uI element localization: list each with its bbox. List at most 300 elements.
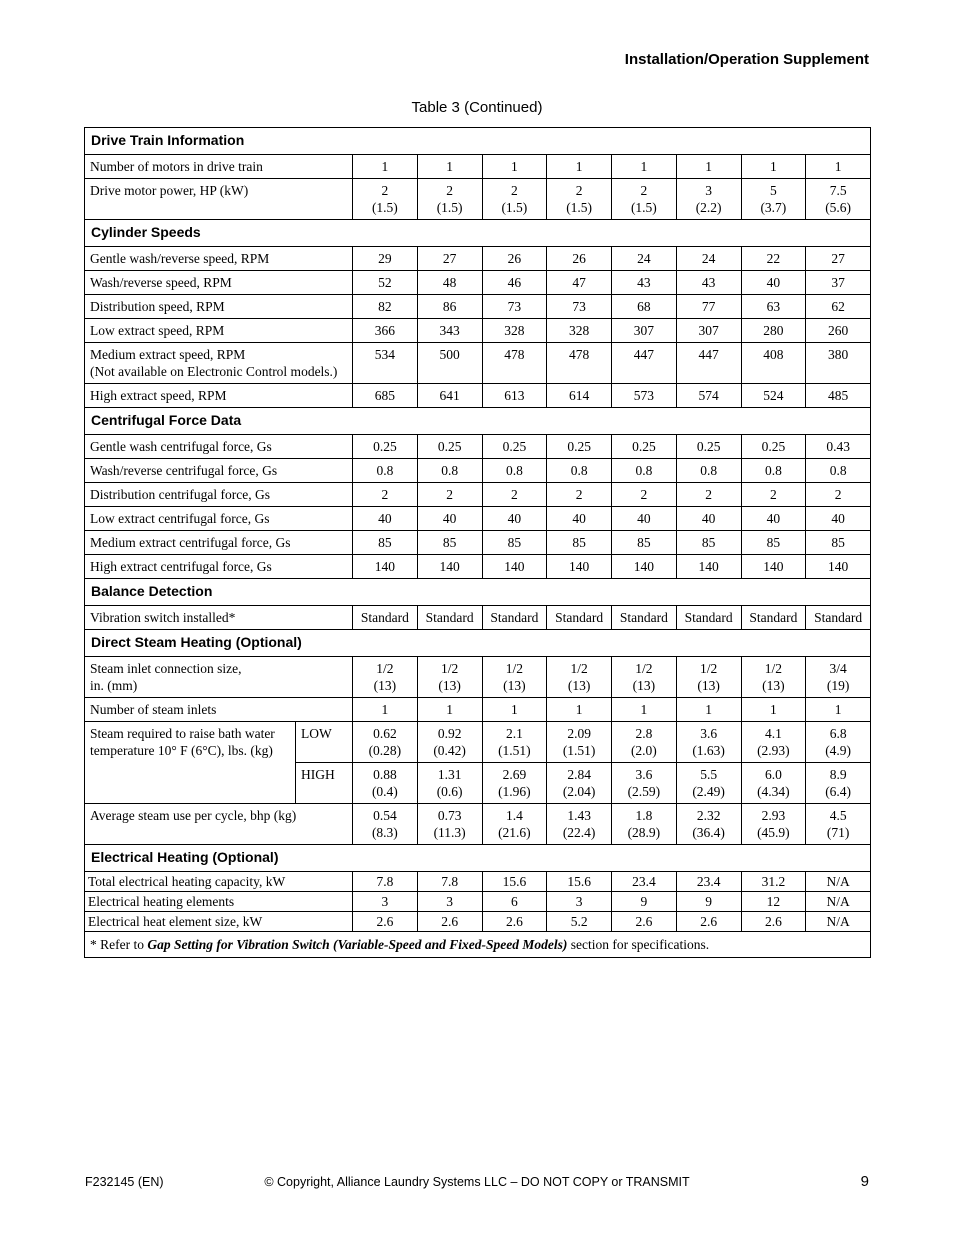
row-label	[85, 912, 353, 932]
table-cell	[612, 804, 677, 845]
cell-value: 0.73	[437, 808, 462, 823]
cell-value: 478	[569, 347, 590, 362]
row-label-text: temperature 10° F (6°C), lbs. (kg)	[90, 743, 273, 758]
cell-value: 85	[378, 535, 392, 550]
row-label-text: Steam required to raise bath water	[90, 726, 275, 741]
cell-value: 12	[766, 894, 781, 909]
cell-value: 2.8	[635, 726, 653, 741]
cell-value: 86	[442, 299, 457, 314]
cell-value: 280	[763, 323, 784, 338]
cell-value: 29	[378, 251, 392, 266]
cell-value: 2	[640, 183, 648, 198]
table-cell	[806, 459, 871, 483]
cell-value: 2	[575, 183, 583, 198]
table-cell	[806, 722, 871, 763]
cell-value: 40	[572, 511, 586, 526]
footer-doc-id: F232145 (EN)	[85, 1175, 164, 1189]
cell-value-metric: (1.5)	[371, 200, 398, 215]
table-cell	[612, 912, 677, 932]
cell-value: 6.0	[764, 767, 782, 782]
table-cell	[612, 507, 677, 531]
cell-value-metric: (13)	[503, 678, 526, 693]
table-cell	[741, 531, 806, 555]
cell-value-metric: (22.4)	[562, 825, 596, 840]
table-cell	[806, 763, 871, 804]
cell-value: 2.6	[376, 914, 394, 929]
table-cell	[482, 295, 547, 319]
cell-value: 140	[439, 559, 460, 574]
row-label	[85, 155, 353, 179]
cell-value: 408	[763, 347, 784, 362]
table-row	[85, 555, 871, 579]
cell-value: 5.5	[700, 767, 718, 782]
drive-train-section-row	[85, 128, 871, 155]
cell-value: 2	[834, 487, 842, 502]
cell-value-metric: (2.2)	[695, 200, 722, 215]
cell-value: 40	[766, 511, 781, 526]
cell-value: 0.25	[632, 439, 656, 454]
cell-value: 1	[381, 159, 389, 174]
table-row	[85, 531, 871, 555]
table-cell	[482, 763, 547, 804]
cell-value-metric: (1.5)	[501, 200, 528, 215]
table-row	[85, 507, 871, 531]
cell-value: 27	[831, 251, 845, 266]
cell-value-metric: (1.63)	[692, 743, 725, 758]
cell-value: 140	[828, 559, 849, 574]
cell-value: 4.5	[829, 808, 847, 823]
row-label-text: Electrical heating elements	[88, 894, 235, 909]
table-row	[85, 892, 871, 912]
cell-value: 40	[831, 511, 845, 526]
row-label	[85, 555, 353, 579]
cell-value: Standard	[425, 610, 474, 625]
table-cell	[482, 722, 547, 763]
table-cell	[741, 459, 806, 483]
table-cell	[741, 555, 806, 579]
row-label-text: Low extract centrifugal force, Gs	[90, 511, 270, 526]
cell-value: 52	[378, 275, 392, 290]
cell-value: 82	[378, 299, 392, 314]
table-cell	[417, 606, 482, 630]
cell-value-metric: (3.7)	[760, 200, 787, 215]
table-cell	[741, 892, 806, 912]
cell-value: 2.32	[696, 808, 721, 823]
table-row	[85, 435, 871, 459]
table-cell	[417, 384, 482, 408]
table-cell	[806, 384, 871, 408]
table-cell	[353, 698, 418, 722]
cell-value: 73	[572, 299, 586, 314]
table-cell	[353, 892, 418, 912]
cell-value: 62	[831, 299, 845, 314]
cell-value: 328	[504, 323, 525, 338]
cell-value: 1	[511, 702, 518, 717]
cell-value: 43	[701, 275, 716, 290]
table-cell	[547, 459, 612, 483]
table-cell	[482, 384, 547, 408]
table-cell	[547, 483, 612, 507]
cell-value: 0.25	[502, 439, 527, 454]
cell-value: 1	[575, 159, 583, 174]
table-cell	[417, 247, 482, 271]
cell-value: 1.31	[437, 767, 462, 782]
steam-heating-section-row	[85, 630, 871, 657]
cell-value-metric: (13)	[762, 678, 785, 693]
table-row	[85, 179, 871, 220]
footer-page-number: 9	[860, 1173, 869, 1190]
table-cell	[612, 555, 677, 579]
table-cell	[353, 271, 418, 295]
cell-value-metric: (4.34)	[757, 784, 790, 799]
cell-value: Standard	[814, 610, 863, 625]
cell-value-metric: (13)	[373, 678, 397, 693]
table-cell	[612, 343, 677, 384]
table-cell	[806, 343, 871, 384]
row-label-text: Electrical heat element size, kW	[88, 914, 263, 929]
cell-value: 1	[834, 159, 842, 174]
table-cell	[482, 435, 547, 459]
table-cell	[612, 892, 677, 912]
cell-value: 3	[446, 894, 453, 909]
row-label	[85, 319, 353, 343]
table-cell	[547, 763, 612, 804]
cell-value: 1/2	[505, 661, 523, 676]
row-label-text: Number of motors in drive train	[90, 159, 263, 174]
cell-value-metric: (6.4)	[825, 784, 852, 799]
table-cell	[741, 698, 806, 722]
table-cell	[741, 483, 806, 507]
table-cell	[676, 384, 741, 408]
cell-value: 7.8	[441, 874, 459, 889]
cell-value: 2	[770, 487, 777, 502]
table-cell	[612, 247, 677, 271]
cell-value: 85	[766, 535, 781, 550]
table-cell	[806, 531, 871, 555]
cell-value-metric: (36.4)	[692, 825, 725, 840]
row-label	[85, 606, 353, 630]
cell-value: 2	[511, 487, 518, 502]
cell-value-metric: (28.9)	[627, 825, 661, 840]
table-cell	[612, 606, 677, 630]
cell-value: 47	[572, 275, 586, 290]
cell-value-metric: (2.93)	[757, 743, 790, 758]
cell-value: Standard	[555, 610, 604, 625]
cell-value: 24	[637, 251, 651, 266]
table-cell	[806, 271, 871, 295]
cell-value-metric: (1.96)	[498, 784, 531, 799]
table-cell	[353, 531, 418, 555]
cell-value: 343	[439, 323, 460, 338]
table-cell	[676, 247, 741, 271]
table-cell	[417, 872, 482, 892]
cell-value: 5.2	[570, 914, 588, 929]
table-cell	[676, 271, 741, 295]
table-cell	[353, 179, 418, 220]
table-cell	[417, 698, 482, 722]
cell-value-metric: (71)	[826, 825, 850, 840]
table-cell	[612, 531, 677, 555]
table-cell	[806, 698, 871, 722]
cell-value: 1/2	[570, 661, 588, 676]
table-cell	[741, 295, 806, 319]
cell-value: 68	[637, 299, 651, 314]
table-cell	[676, 295, 741, 319]
table-cell	[417, 892, 482, 912]
row-sublabel-text: HIGH	[301, 767, 335, 782]
table-cell	[806, 804, 871, 845]
table-cell	[482, 606, 547, 630]
cell-value: Standard	[684, 610, 733, 625]
cell-value: 613	[504, 388, 525, 403]
cell-value: 7.5	[829, 183, 847, 198]
cell-value: 1	[770, 159, 777, 174]
cell-value: 0.8	[829, 463, 847, 478]
cell-value: 26	[572, 251, 586, 266]
table-row	[85, 912, 871, 932]
table-cell	[612, 271, 677, 295]
cell-value-metric: (1.5)	[630, 200, 657, 215]
cell-value: 0.54	[373, 808, 397, 823]
cell-value: 48	[442, 275, 457, 290]
table-cell	[676, 179, 741, 220]
row-label	[85, 872, 353, 892]
table-cell	[806, 892, 871, 912]
table-cell	[417, 804, 482, 845]
cell-value: 0.8	[764, 463, 782, 478]
cell-value: 2	[705, 487, 712, 502]
table-cell	[741, 657, 806, 698]
table-cell	[676, 912, 741, 932]
table-cell	[482, 892, 547, 912]
electrical-heating-section-row	[85, 845, 871, 872]
cell-value: 0.43	[826, 439, 850, 454]
row-label-text: Low extract speed, RPM	[90, 323, 225, 338]
table-cell	[612, 179, 677, 220]
cell-value: 46	[507, 275, 522, 290]
table-cell	[417, 722, 482, 763]
cell-value-metric: (0.42)	[433, 743, 466, 758]
row-label	[85, 384, 353, 408]
cell-value: 1	[705, 159, 712, 174]
table-cell	[482, 155, 547, 179]
table-cell	[417, 179, 482, 220]
table-row	[85, 483, 871, 507]
table-cell	[806, 483, 871, 507]
cell-value-metric: (2.49)	[692, 784, 725, 799]
cell-value: 9	[705, 894, 712, 909]
cell-value: 77	[701, 299, 716, 314]
table-cell	[806, 179, 871, 220]
cell-value-metric: (11.3)	[433, 825, 466, 840]
cell-value: 0.25	[761, 439, 786, 454]
table-cell	[612, 155, 677, 179]
table-cell	[741, 435, 806, 459]
table-cell	[806, 319, 871, 343]
table-cell	[806, 295, 871, 319]
row-label-text: Drive motor power, HP (kW)	[90, 183, 249, 198]
specifications-table	[84, 127, 871, 958]
row-label	[85, 459, 353, 483]
cell-value: Standard	[490, 610, 539, 625]
row-label	[85, 804, 353, 845]
cell-value: 15.6	[502, 874, 527, 889]
cell-value: 140	[698, 559, 719, 574]
cell-value: N/A	[826, 894, 850, 909]
cell-value: 0.8	[570, 463, 588, 478]
table-cell	[547, 384, 612, 408]
table-cell	[353, 507, 418, 531]
cell-value: 1.4	[505, 808, 523, 823]
table-cell	[547, 912, 612, 932]
table-cell	[676, 698, 741, 722]
cell-value: 685	[374, 388, 395, 403]
cell-value: 40	[766, 275, 781, 290]
row-label	[85, 531, 353, 555]
cell-value: 2.6	[635, 914, 653, 929]
table-cell	[612, 872, 677, 892]
table-cell	[482, 507, 547, 531]
cell-value-metric: (0.4)	[371, 784, 398, 799]
cell-value: 2.6	[700, 914, 718, 929]
cell-value: 2.93	[761, 808, 786, 823]
cell-value: 40	[507, 511, 522, 526]
cell-value: 366	[374, 323, 395, 338]
row-label-text: Vibration switch installed*	[90, 610, 236, 625]
row-label	[85, 892, 353, 912]
cell-value: 1	[770, 702, 777, 717]
row-label	[85, 435, 353, 459]
cell-value: 1	[446, 702, 453, 717]
table-cell	[417, 657, 482, 698]
cell-value: 85	[831, 535, 845, 550]
table-cell	[806, 155, 871, 179]
cell-value: 3	[381, 894, 389, 909]
cell-value: 2	[381, 487, 389, 502]
row-label-text: Number of steam inlets	[90, 702, 217, 717]
cell-value-metric: (2.0)	[630, 743, 657, 758]
row-label-text: High extract centrifugal force, Gs	[90, 559, 272, 574]
table-cell	[417, 155, 482, 179]
table-cell	[353, 657, 418, 698]
table-cell	[353, 384, 418, 408]
cell-value: 0.25	[696, 439, 721, 454]
cell-value: 22	[766, 251, 781, 266]
table-cell	[676, 155, 741, 179]
table-row	[85, 657, 871, 698]
cell-value: 447	[698, 347, 719, 362]
cell-value: 0.62	[373, 726, 397, 741]
cell-value: 2.84	[567, 767, 591, 782]
table-cell	[547, 319, 612, 343]
cell-value: 0.8	[635, 463, 653, 478]
table-cell	[482, 804, 547, 845]
table-cell	[676, 555, 741, 579]
cell-value: 0.8	[376, 463, 394, 478]
table-row	[85, 698, 871, 722]
cell-value: 2.69	[502, 767, 527, 782]
table-caption: Table 3 (Continued)	[411, 99, 543, 116]
cell-value: 0.8	[441, 463, 459, 478]
table-cell	[482, 657, 547, 698]
table-cell	[417, 507, 482, 531]
cell-value: 8.9	[829, 767, 847, 782]
cylinder-speeds-section-row	[85, 220, 871, 247]
row-sublabel-text: LOW	[301, 726, 332, 741]
table-cell	[676, 319, 741, 343]
cell-value: 1	[640, 702, 648, 717]
table-cell	[806, 606, 871, 630]
row-label-text: Wash/reverse speed, RPM	[90, 275, 232, 290]
cell-value: 1	[640, 159, 648, 174]
table-cell	[353, 435, 418, 459]
table-cell	[353, 804, 418, 845]
cell-value: 485	[828, 388, 849, 403]
electrical-heating-section-heading: Electrical Heating (Optional)	[85, 845, 871, 872]
cell-value: 43	[637, 275, 651, 290]
cell-value: 63	[766, 299, 781, 314]
footnote	[85, 932, 871, 958]
table-cell	[482, 271, 547, 295]
table-cell	[353, 763, 418, 804]
cell-value: 85	[442, 535, 457, 550]
cell-value: 2.6	[441, 914, 459, 929]
table-cell	[353, 722, 418, 763]
balance-detection-section-heading: Balance Detection	[85, 579, 871, 606]
table-cell	[741, 804, 806, 845]
table-row	[85, 295, 871, 319]
cell-value-metric: (13)	[438, 678, 461, 693]
table-cell	[612, 698, 677, 722]
table-cell	[547, 271, 612, 295]
row-label	[85, 698, 353, 722]
cell-value: 1/2	[635, 661, 653, 676]
cell-value: 3	[705, 183, 712, 198]
table-cell	[417, 343, 482, 384]
table-cell	[482, 531, 547, 555]
table-cell	[676, 763, 741, 804]
table-cell	[676, 722, 741, 763]
cell-value-metric: (1.51)	[562, 743, 596, 758]
cell-value-metric: (13)	[632, 678, 656, 693]
cell-value-metric: (1.5)	[436, 200, 463, 215]
cell-value-metric: (0.28)	[368, 743, 402, 758]
steam-heating-section-heading: Direct Steam Heating (Optional)	[85, 630, 871, 657]
cell-value: 6	[511, 894, 518, 909]
table-cell	[741, 763, 806, 804]
table-cell	[547, 435, 612, 459]
cell-value: 23.4	[632, 874, 656, 889]
cell-value: 2.6	[505, 914, 523, 929]
table-cell	[417, 319, 482, 343]
table-cell	[676, 606, 741, 630]
row-label-text: in. (mm)	[90, 678, 138, 693]
centrifugal-force-section-row	[85, 408, 871, 435]
row-label-text: Medium extract speed, RPM	[90, 347, 246, 362]
table-cell	[547, 892, 612, 912]
cell-value: 534	[374, 347, 395, 362]
table-cell	[547, 507, 612, 531]
footnote-suffix: section for specifications.	[567, 937, 710, 952]
table-cell	[417, 295, 482, 319]
table-cell	[547, 606, 612, 630]
cell-value-metric: (19)	[826, 678, 850, 693]
table-cell	[482, 179, 547, 220]
cell-value: 15.6	[567, 874, 591, 889]
cell-value: 1.8	[635, 808, 653, 823]
cell-value: 641	[439, 388, 460, 403]
table-cell	[547, 343, 612, 384]
